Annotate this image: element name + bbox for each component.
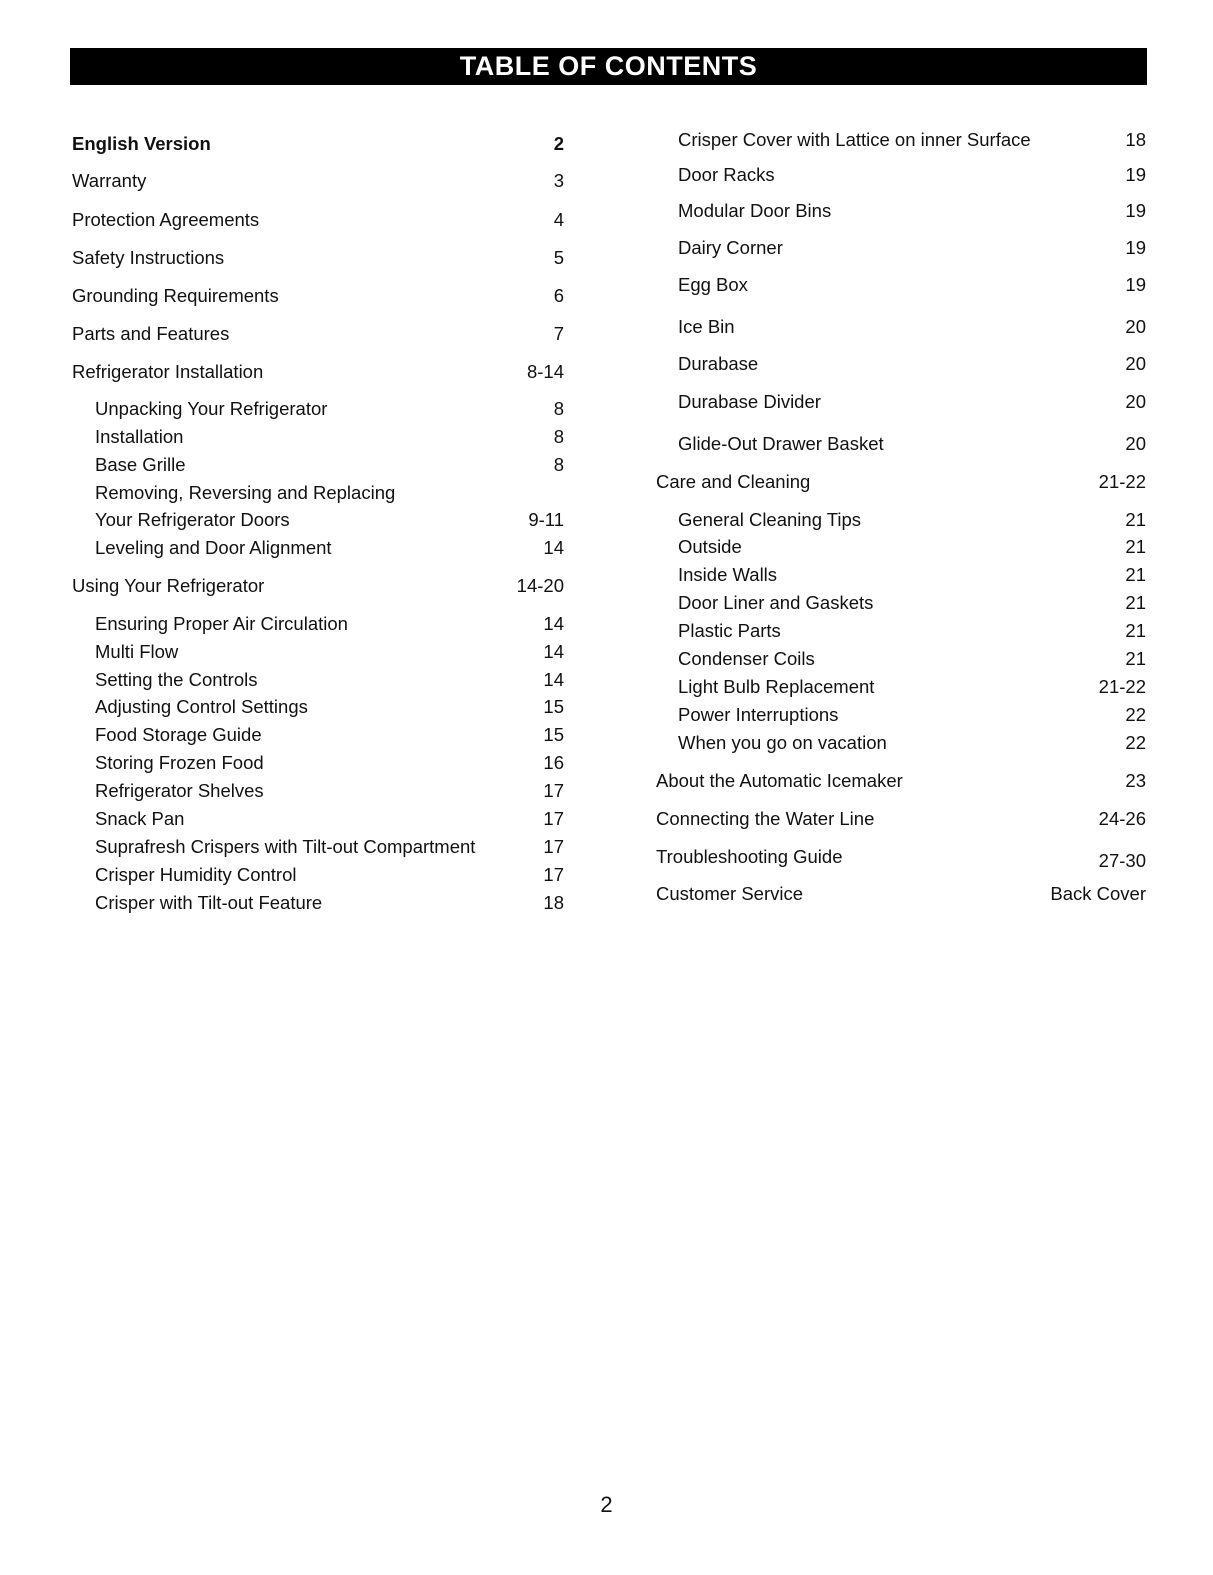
toc-subentry (72, 890, 564, 916)
toc-subentry (656, 534, 1146, 560)
toc-entry (656, 768, 1146, 794)
toc-entry-label: Your Refrigerator Doors (95, 509, 290, 530)
toc-entry-label: Using Your Refrigerator (72, 575, 265, 596)
toc-entry-page: 18 (1125, 129, 1146, 150)
toc-entry-page: 3 (553, 170, 564, 191)
toc-entry-label: Refrigerator Installation (72, 361, 264, 382)
toc-entry-label: Crisper Cover with Lattice on inner Surface (678, 129, 1031, 150)
toc-entry-page: Back Cover (1050, 883, 1146, 904)
toc-entry-page: 14 (543, 669, 564, 690)
toc-subentry (72, 480, 564, 506)
toc-entry-page: 20 (1125, 433, 1146, 454)
toc-entry-label: Suprafresh Crispers with Tilt-out Compartment (95, 836, 476, 857)
toc-entry-page: 17 (543, 864, 564, 885)
toc-entry-page: 24-26 (1098, 808, 1146, 829)
toc-entry-page: 14-20 (516, 575, 564, 596)
toc-entry-label: Power Interruptions (678, 704, 839, 725)
toc-entry (72, 131, 564, 157)
toc-subentry (656, 702, 1146, 728)
toc-entry-page: 6 (553, 285, 564, 306)
toc-entry (656, 469, 1146, 495)
toc-entry-page: 20 (1125, 391, 1146, 412)
toc-entry-page: 14 (543, 613, 564, 634)
page-title: TABLE OF CONTENTS (459, 51, 758, 81)
toc-subentry (656, 730, 1146, 756)
toc-subentry (72, 806, 564, 832)
toc-entry (72, 321, 564, 347)
toc-entry-label: Customer Service (656, 883, 804, 904)
toc-entry-label: General Cleaning Tips (678, 509, 862, 530)
toc-entry-label: English Version (72, 133, 211, 154)
toc-subentry (72, 667, 564, 693)
toc-entry-label: Removing, Reversing and Replacing (95, 482, 396, 503)
toc-entry-label: Troubleshooting Guide (656, 846, 843, 867)
toc-entry-page: 19 (1125, 200, 1146, 221)
toc-entry-label: Unpacking Your Refrigerator (95, 398, 328, 419)
toc-entry-page: 8 (553, 426, 564, 447)
toc-entry (72, 283, 564, 309)
toc-subentry (656, 389, 1146, 415)
toc-entry-label: Installation (95, 426, 184, 447)
toc-entry-page: 19 (1125, 274, 1146, 295)
toc-entry-page: 2 (553, 133, 564, 154)
toc-entry-page: 18 (543, 892, 564, 913)
toc-entry (72, 245, 564, 271)
toc-entry-label: Durabase (678, 353, 759, 374)
toc-subentry (656, 562, 1146, 588)
toc-subentry (656, 618, 1146, 644)
toc-entry-label: Crisper Humidity Control (95, 864, 297, 885)
toc-entry-page: 8 (553, 398, 564, 419)
toc-entry-label: Snack Pan (95, 808, 185, 829)
toc-entry-label: Connecting the Water Line (656, 808, 875, 829)
toc-subentry (656, 351, 1146, 377)
toc-entry-page: 14 (543, 641, 564, 662)
toc-entry (656, 881, 1146, 907)
toc-entry-label: Grounding Requirements (72, 285, 279, 306)
toc-entry-label: Outside (678, 536, 742, 557)
toc-subentry (72, 750, 564, 776)
toc-subentry (656, 272, 1146, 298)
toc-entry-page: 21 (1125, 620, 1146, 641)
toc-subentry (656, 235, 1146, 261)
toc-entry-page: 17 (543, 780, 564, 801)
toc-entry-label: Ensuring Proper Air Circulation (95, 613, 348, 634)
toc-entry-page: 8 (553, 454, 564, 475)
toc-entry-page: 14 (543, 537, 564, 558)
toc-entry-label: Refrigerator Shelves (95, 780, 264, 801)
toc-entry-label: Base Grille (95, 454, 186, 475)
toc-subentry (72, 535, 564, 561)
toc-entry-page: 15 (543, 724, 564, 745)
toc-entry-label: Adjusting Control Settings (95, 696, 308, 717)
toc-subentry (72, 507, 564, 533)
toc-subentry (72, 639, 564, 665)
toc-entry (72, 359, 564, 385)
toc-entry-page: 17 (543, 808, 564, 829)
toc-entry-label: Setting the Controls (95, 669, 258, 690)
toc-subentry (656, 162, 1146, 188)
toc-entry-label: Inside Walls (678, 564, 778, 585)
toc-entry-label: Dairy Corner (678, 237, 783, 258)
toc-entry-label: Food Storage Guide (95, 724, 262, 745)
toc-subentry (656, 198, 1146, 224)
toc-subentry (72, 424, 564, 450)
toc-entry-label: Multi Flow (95, 641, 179, 662)
toc-entry-page: 16 (543, 752, 564, 773)
toc-entry-label: Condenser Coils (678, 648, 815, 669)
toc-subentry (656, 507, 1146, 533)
toc-entry-label: Door Liner and Gaskets (678, 592, 874, 613)
toc-entry-label: Safety Instructions (72, 247, 225, 268)
page-number: 2 (600, 1492, 613, 1517)
toc-entry-page: 21 (1125, 648, 1146, 669)
toc-subentry (72, 862, 564, 888)
toc-entry-page: 17 (543, 836, 564, 857)
toc-entry-label: Leveling and Door Alignment (95, 537, 332, 558)
toc-entry-page: 21-22 (1098, 676, 1146, 697)
toc-entry-page: 27-30 (1098, 850, 1146, 871)
toc-subentry (72, 452, 564, 478)
toc-entry-page: 8-14 (526, 361, 564, 382)
toc-subentry (656, 590, 1146, 616)
toc-entry-page: 23 (1125, 770, 1146, 791)
toc-entry-page: 21 (1125, 536, 1146, 557)
toc-entry-page: 22 (1125, 704, 1146, 725)
toc-subentry (72, 834, 564, 860)
toc-subentry (656, 127, 1146, 153)
toc-entry-page: 5 (553, 247, 564, 268)
toc-subentry (656, 646, 1146, 672)
toc-entry-page: 4 (553, 209, 564, 230)
toc-entry-label: Glide-Out Drawer Basket (678, 433, 884, 454)
toc-entry-page: 20 (1125, 353, 1146, 374)
toc-entry-page: 15 (543, 696, 564, 717)
toc-entry-page: 21 (1125, 564, 1146, 585)
toc-entry-page: 19 (1125, 237, 1146, 258)
toc-entry-label: Care and Cleaning (656, 471, 811, 492)
toc-entry-label: Light Bulb Replacement (678, 676, 875, 697)
toc-entry-label: Plastic Parts (678, 620, 781, 641)
toc-entry-page: 21 (1125, 592, 1146, 613)
toc-subentry (72, 694, 564, 720)
toc-entry-label: Storing Frozen Food (95, 752, 264, 773)
toc-subentry (656, 314, 1146, 340)
toc-entry (72, 168, 564, 194)
toc-subentry (72, 722, 564, 748)
toc-subentry (72, 396, 564, 422)
toc-subentry (72, 778, 564, 804)
toc-entry (72, 207, 564, 233)
toc-entry-label: Warranty (72, 170, 147, 191)
toc-entry-label: When you go on vacation (678, 732, 887, 753)
toc-entry-page: 20 (1125, 316, 1146, 337)
toc-entry-page: 21 (1125, 509, 1146, 530)
toc-entry-label: Door Racks (678, 164, 775, 185)
toc-entry-label: Parts and Features (72, 323, 230, 344)
toc-entry-label: Ice Bin (678, 316, 735, 337)
toc-subentry (656, 674, 1146, 700)
toc-entry-label: About the Automatic Icemaker (656, 770, 903, 791)
toc-entry-page: 21-22 (1098, 471, 1146, 492)
toc-entry-label: Egg Box (678, 274, 748, 295)
toc-entry (72, 573, 564, 599)
toc-entry-page: 7 (553, 323, 564, 344)
toc-header-bar (70, 48, 1147, 85)
toc-subentry (656, 431, 1146, 457)
toc-entry-page: 19 (1125, 164, 1146, 185)
toc-entry-label: Protection Agreements (72, 209, 260, 230)
toc-entry-page: 9-11 (528, 509, 564, 530)
toc-entry-page: 22 (1125, 732, 1146, 753)
toc-entry-label: Crisper with Tilt-out Feature (95, 892, 323, 913)
toc-subentry (72, 611, 564, 637)
toc-entry-label: Modular Door Bins (678, 200, 832, 221)
toc-entry (656, 806, 1146, 832)
toc-entry-label: Durabase Divider (678, 391, 821, 412)
toc-entry (656, 844, 1146, 870)
